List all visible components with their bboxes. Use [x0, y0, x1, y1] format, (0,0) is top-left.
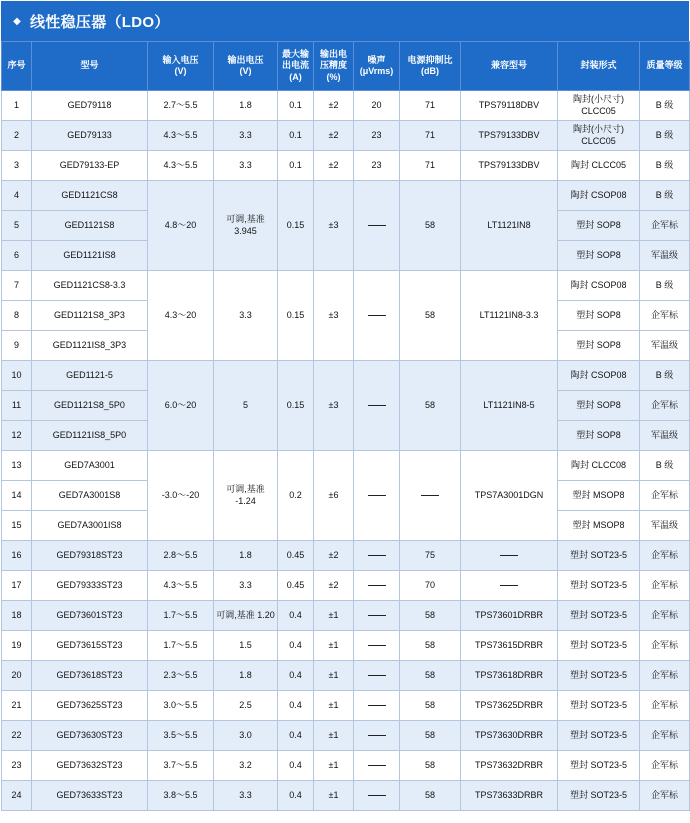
- cell-vout: 1.5: [214, 631, 278, 661]
- dash-mark: [368, 585, 386, 586]
- cell-vin: 4.8～20: [148, 181, 214, 271]
- cell-psrr: 58: [400, 781, 461, 811]
- cell-package: 陶封 CLCC05: [558, 151, 640, 181]
- cell-grade: 企军标: [640, 661, 690, 691]
- header-compat: 兼容型号: [461, 42, 558, 91]
- cell-vin: 3.0～5.5: [148, 691, 214, 721]
- cell-vout: 1.8: [214, 661, 278, 691]
- cell-noise: [354, 661, 400, 691]
- cell-noise: [354, 571, 400, 601]
- cell-vin: 3.5～5.5: [148, 721, 214, 751]
- cell-compat: LT1121IN8-5: [461, 361, 558, 451]
- table-row: [2, 631, 690, 661]
- cell-package: 塑封 SOP8: [558, 241, 640, 271]
- cell-accuracy: ±2: [314, 571, 354, 601]
- cell-vout: 可调,基准 1.20: [214, 601, 278, 631]
- table-row: [2, 451, 690, 481]
- cell-grade: 军温级: [640, 241, 690, 271]
- cell-accuracy: ±3: [314, 181, 354, 271]
- cell-package: 塑封 SOT23-5: [558, 541, 640, 571]
- cell-psrr: 58: [400, 691, 461, 721]
- cell-compat: TPS73633DRBR: [461, 781, 558, 811]
- cell-seq: 17: [2, 571, 32, 601]
- cell-model: GED73633ST23: [32, 781, 148, 811]
- header-iout: 最大输出电流 (A): [278, 42, 314, 91]
- dash-mark: [421, 495, 439, 496]
- cell-vin: 4.3～5.5: [148, 571, 214, 601]
- cell-compat: [461, 571, 558, 601]
- cell-grade: 企军标: [640, 481, 690, 511]
- cell-psrr: 58: [400, 361, 461, 451]
- cell-package: 陶封 CSOP08: [558, 361, 640, 391]
- cell-grade: 企军标: [640, 211, 690, 241]
- cell-package: 陶封 CSOP08: [558, 271, 640, 301]
- cell-iout: 0.1: [278, 91, 314, 121]
- cell-vout: 可调,基准 -1.24: [214, 451, 278, 541]
- cell-seq: 11: [2, 391, 32, 421]
- dash-mark: [500, 585, 518, 586]
- cell-accuracy: ±2: [314, 91, 354, 121]
- cell-vout: 3.0: [214, 721, 278, 751]
- cell-package: 塑封 SOP8: [558, 331, 640, 361]
- cell-grade: 军温级: [640, 511, 690, 541]
- cell-noise: [354, 631, 400, 661]
- dash-mark: [368, 405, 386, 406]
- header-noise: 噪声 (μVrms): [354, 42, 400, 91]
- table-row: [2, 181, 690, 211]
- cell-accuracy: ±1: [314, 721, 354, 751]
- cell-noise: [354, 781, 400, 811]
- cell-iout: 0.15: [278, 181, 314, 271]
- cell-seq: 16: [2, 541, 32, 571]
- section-title: 线性稳压器（LDO）: [30, 13, 170, 31]
- cell-psrr: 71: [400, 91, 461, 121]
- cell-accuracy: ±2: [314, 151, 354, 181]
- cell-model: GED7A3001: [32, 451, 148, 481]
- cell-noise: [354, 541, 400, 571]
- header-package: 封装形式: [558, 42, 640, 91]
- cell-accuracy: ±3: [314, 361, 354, 451]
- cell-package: 塑封 SOT23-5: [558, 721, 640, 751]
- cell-model: GED73615ST23: [32, 631, 148, 661]
- cell-vin: 2.7～5.5: [148, 91, 214, 121]
- cell-package: 塑封 SOT23-5: [558, 781, 640, 811]
- cell-psrr: 71: [400, 121, 461, 151]
- cell-noise: 23: [354, 151, 400, 181]
- cell-seq: 13: [2, 451, 32, 481]
- header-psrr: 电源抑制比 (dB): [400, 42, 461, 91]
- cell-noise: [354, 721, 400, 751]
- cell-seq: 6: [2, 241, 32, 271]
- cell-seq: 7: [2, 271, 32, 301]
- cell-noise: [354, 751, 400, 781]
- header-accuracy: 输出电压精度 (%): [314, 42, 354, 91]
- cell-compat: TPS79118DBV: [461, 91, 558, 121]
- cell-package: 塑封 SOT23-5: [558, 601, 640, 631]
- cell-model: GED73625ST23: [32, 691, 148, 721]
- cell-vout: 1.8: [214, 91, 278, 121]
- cell-model: GED1121IS8_3P3: [32, 331, 148, 361]
- cell-seq: 3: [2, 151, 32, 181]
- cell-model: GED79133-EP: [32, 151, 148, 181]
- header-vout: 输出电压 (V): [214, 42, 278, 91]
- cell-noise: 20: [354, 91, 400, 121]
- dash-mark: [368, 615, 386, 616]
- cell-package: 塑封 SOT23-5: [558, 661, 640, 691]
- dash-mark: [368, 675, 386, 676]
- cell-iout: 0.15: [278, 271, 314, 361]
- cell-compat: TPS73632DRBR: [461, 751, 558, 781]
- cell-package: 塑封 MSOP8: [558, 511, 640, 541]
- cell-grade: 企军标: [640, 541, 690, 571]
- cell-grade: B 级: [640, 451, 690, 481]
- cell-vout: 3.3: [214, 571, 278, 601]
- cell-seq: 24: [2, 781, 32, 811]
- cell-model: GED1121IS8_5P0: [32, 421, 148, 451]
- cell-package: 陶封 CLCC08: [558, 451, 640, 481]
- table-row: [2, 91, 690, 121]
- cell-seq: 23: [2, 751, 32, 781]
- cell-iout: 0.1: [278, 151, 314, 181]
- cell-seq: 18: [2, 601, 32, 631]
- cell-vin: 4.3～5.5: [148, 151, 214, 181]
- cell-vout: 3.3: [214, 151, 278, 181]
- cell-iout: 0.4: [278, 751, 314, 781]
- cell-package: 塑封 SOP8: [558, 421, 640, 451]
- cell-grade: B 级: [640, 151, 690, 181]
- table-row: [2, 121, 690, 151]
- cell-grade: 企军标: [640, 391, 690, 421]
- table-row: [2, 781, 690, 811]
- cell-accuracy: ±1: [314, 661, 354, 691]
- dash-mark: [368, 555, 386, 556]
- cell-vout: 3.3: [214, 121, 278, 151]
- cell-vin: 2.3～5.5: [148, 661, 214, 691]
- cell-package: 陶封(小尺寸) CLCC05: [558, 91, 640, 121]
- table-row: [2, 751, 690, 781]
- cell-noise: [354, 181, 400, 271]
- dash-mark: [368, 735, 386, 736]
- cell-model: GED79333ST23: [32, 571, 148, 601]
- cell-package: 塑封 SOT23-5: [558, 631, 640, 661]
- cell-model: GED7A3001S8: [32, 481, 148, 511]
- cell-grade: B 级: [640, 91, 690, 121]
- cell-seq: 8: [2, 301, 32, 331]
- ldo-product-sheet: [1, 1, 689, 821]
- cell-compat: TPS7A3001DGN: [461, 451, 558, 541]
- cell-grade: B 级: [640, 121, 690, 151]
- table-row: [2, 271, 690, 301]
- cell-iout: 0.45: [278, 541, 314, 571]
- cell-noise: [354, 361, 400, 451]
- cell-seq: 21: [2, 691, 32, 721]
- cell-model: GED73630ST23: [32, 721, 148, 751]
- cell-psrr: 70: [400, 571, 461, 601]
- cell-vin: 4.3～20: [148, 271, 214, 361]
- cell-iout: 0.4: [278, 691, 314, 721]
- cell-package: 塑封 SOP8: [558, 391, 640, 421]
- table-row: [2, 541, 690, 571]
- cell-vin: -3.0～-20: [148, 451, 214, 541]
- cell-psrr: 58: [400, 661, 461, 691]
- cell-seq: 12: [2, 421, 32, 451]
- cell-grade: 企军标: [640, 571, 690, 601]
- cell-model: GED73618ST23: [32, 661, 148, 691]
- table-row: [2, 151, 690, 181]
- dash-mark: [368, 795, 386, 796]
- cell-iout: 0.4: [278, 601, 314, 631]
- cell-vout: 可调,基准 3.945: [214, 181, 278, 271]
- cell-accuracy: ±3: [314, 271, 354, 361]
- cell-noise: 23: [354, 121, 400, 151]
- cell-grade: B 级: [640, 361, 690, 391]
- cell-package: 塑封 SOT23-5: [558, 751, 640, 781]
- cell-noise: [354, 601, 400, 631]
- cell-seq: 14: [2, 481, 32, 511]
- cell-compat: TPS79133DBV: [461, 151, 558, 181]
- cell-package: 塑封 SOP8: [558, 301, 640, 331]
- cell-grade: 企军标: [640, 691, 690, 721]
- cell-iout: 0.2: [278, 451, 314, 541]
- cell-vout: 1.8: [214, 541, 278, 571]
- cell-seq: 5: [2, 211, 32, 241]
- cell-accuracy: ±1: [314, 601, 354, 631]
- cell-package: 塑封 SOP8: [558, 211, 640, 241]
- cell-vin: 4.3～5.5: [148, 121, 214, 151]
- cell-model: GED79118: [32, 91, 148, 121]
- cell-compat: TPS73625DRBR: [461, 691, 558, 721]
- cell-accuracy: ±6: [314, 451, 354, 541]
- cell-package: 陶封 CSOP08: [558, 181, 640, 211]
- cell-model: GED1121IS8: [32, 241, 148, 271]
- cell-psrr: 58: [400, 751, 461, 781]
- cell-accuracy: ±1: [314, 631, 354, 661]
- cell-grade: 企军标: [640, 631, 690, 661]
- table-header-row: [2, 42, 690, 91]
- cell-model: GED7A3001IS8: [32, 511, 148, 541]
- cell-compat: TPS73601DRBR: [461, 601, 558, 631]
- cell-psrr: 58: [400, 271, 461, 361]
- cell-seq: 1: [2, 91, 32, 121]
- header-grade: 质量等级: [640, 42, 690, 91]
- cell-noise: [354, 271, 400, 361]
- ldo-spec-table: [1, 41, 690, 811]
- header-vin: 输入电压 (V): [148, 42, 214, 91]
- cell-compat: [461, 541, 558, 571]
- cell-package: 塑封 SOT23-5: [558, 571, 640, 601]
- cell-grade: 军温级: [640, 331, 690, 361]
- cell-grade: B 级: [640, 181, 690, 211]
- cell-seq: 9: [2, 331, 32, 361]
- cell-psrr: 58: [400, 601, 461, 631]
- cell-vin: 6.0～20: [148, 361, 214, 451]
- cell-compat: LT1121IN8-3.3: [461, 271, 558, 361]
- table-row: [2, 361, 690, 391]
- cell-iout: 0.4: [278, 661, 314, 691]
- cell-seq: 19: [2, 631, 32, 661]
- cell-model: GED1121CS8: [32, 181, 148, 211]
- cell-psrr: 58: [400, 631, 461, 661]
- table-row: [2, 601, 690, 631]
- cell-vin: 1.7～5.5: [148, 601, 214, 631]
- cell-compat: TPS73630DRBR: [461, 721, 558, 751]
- cell-psrr: 58: [400, 721, 461, 751]
- cell-vout: 3.3: [214, 781, 278, 811]
- cell-psrr: 58: [400, 181, 461, 271]
- dash-mark: [500, 555, 518, 556]
- cell-compat: TPS73615DRBR: [461, 631, 558, 661]
- cell-model: GED1121S8: [32, 211, 148, 241]
- cell-seq: 22: [2, 721, 32, 751]
- cell-iout: 0.15: [278, 361, 314, 451]
- cell-seq: 15: [2, 511, 32, 541]
- cell-grade: 企军标: [640, 301, 690, 331]
- cell-model: GED79318ST23: [32, 541, 148, 571]
- table-row: [2, 721, 690, 751]
- table-row: [2, 571, 690, 601]
- cell-grade: 企军标: [640, 781, 690, 811]
- cell-iout: 0.4: [278, 781, 314, 811]
- cell-accuracy: ±1: [314, 781, 354, 811]
- dash-mark: [368, 765, 386, 766]
- cell-seq: 20: [2, 661, 32, 691]
- dash-mark: [368, 495, 386, 496]
- cell-package: 塑封 SOT23-5: [558, 691, 640, 721]
- cell-model: GED1121-5: [32, 361, 148, 391]
- cell-grade: 军温级: [640, 421, 690, 451]
- cell-model: GED1121S8_3P3: [32, 301, 148, 331]
- cell-psrr: 71: [400, 151, 461, 181]
- section-title-bar: [1, 1, 689, 41]
- cell-iout: 0.4: [278, 721, 314, 751]
- cell-seq: 2: [2, 121, 32, 151]
- cell-vin: 1.7～5.5: [148, 631, 214, 661]
- cell-iout: 0.45: [278, 571, 314, 601]
- cell-grade: 企军标: [640, 751, 690, 781]
- cell-accuracy: ±2: [314, 541, 354, 571]
- dash-mark: [368, 645, 386, 646]
- dash-mark: [368, 705, 386, 706]
- cell-model: GED73632ST23: [32, 751, 148, 781]
- cell-model: GED1121CS8-3.3: [32, 271, 148, 301]
- cell-grade: 企军标: [640, 721, 690, 751]
- cell-accuracy: ±1: [314, 751, 354, 781]
- cell-accuracy: ±2: [314, 121, 354, 151]
- cell-grade: B 级: [640, 271, 690, 301]
- cell-vin: 3.8～5.5: [148, 781, 214, 811]
- diamond-icon: ◆: [13, 15, 21, 27]
- table-row: [2, 691, 690, 721]
- cell-package: 塑封 MSOP8: [558, 481, 640, 511]
- cell-psrr: [400, 451, 461, 541]
- cell-package: 陶封(小尺寸) CLCC05: [558, 121, 640, 151]
- cell-model: GED79133: [32, 121, 148, 151]
- cell-seq: 10: [2, 361, 32, 391]
- table-row: [2, 661, 690, 691]
- cell-vin: 3.7～5.5: [148, 751, 214, 781]
- cell-noise: [354, 691, 400, 721]
- cell-seq: 4: [2, 181, 32, 211]
- cell-vin: 2.8～5.5: [148, 541, 214, 571]
- dash-mark: [368, 315, 386, 316]
- cell-compat: TPS79133DBV: [461, 121, 558, 151]
- cell-vout: 3.2: [214, 751, 278, 781]
- cell-compat: LT1121IN8: [461, 181, 558, 271]
- dash-mark: [368, 225, 386, 226]
- cell-model: GED73601ST23: [32, 601, 148, 631]
- cell-vout: 2.5: [214, 691, 278, 721]
- header-model: 型号: [32, 42, 148, 91]
- cell-grade: 企军标: [640, 601, 690, 631]
- header-seq: 序号: [2, 42, 32, 91]
- cell-psrr: 75: [400, 541, 461, 571]
- cell-accuracy: ±1: [314, 691, 354, 721]
- cell-iout: 0.1: [278, 121, 314, 151]
- cell-iout: 0.4: [278, 631, 314, 661]
- cell-noise: [354, 451, 400, 541]
- cell-vout: 5: [214, 361, 278, 451]
- cell-compat: TPS73618DRBR: [461, 661, 558, 691]
- cell-model: GED1121S8_5P0: [32, 391, 148, 421]
- cell-vout: 3.3: [214, 271, 278, 361]
